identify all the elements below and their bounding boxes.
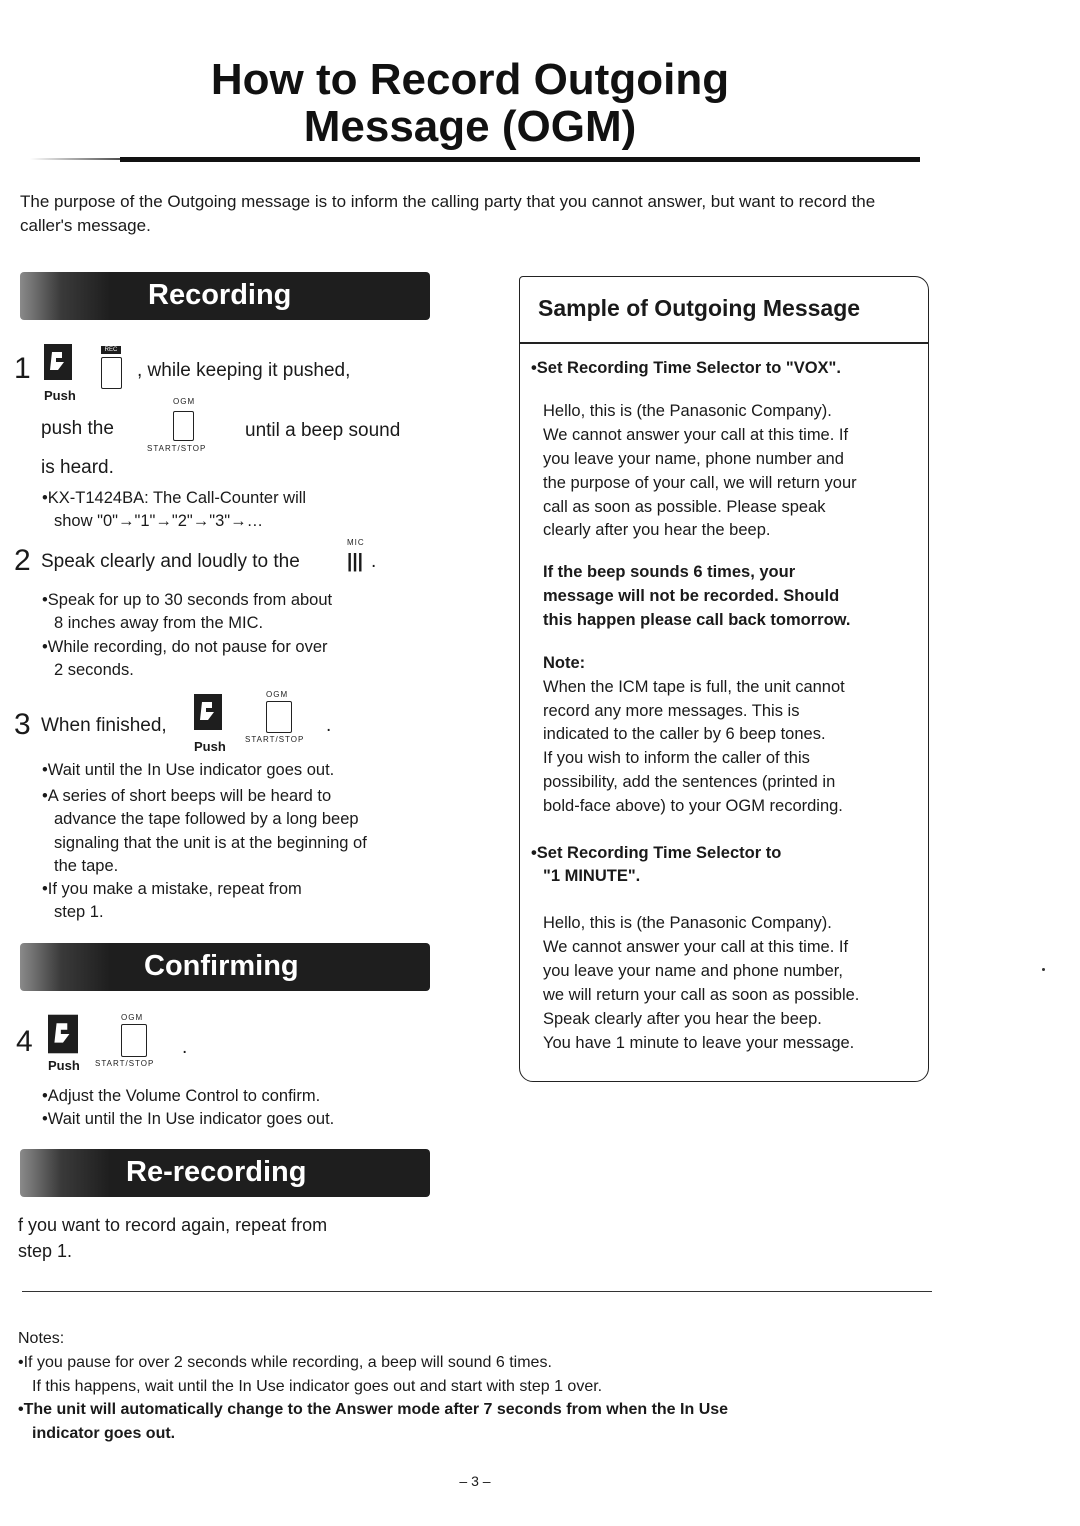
push-label: Push [44, 388, 76, 403]
bullet-item: •Speak for up to 30 seconds from about [42, 591, 333, 609]
push-button-icon [44, 344, 72, 380]
warning-line: this happen please call back tomorrow. [543, 611, 851, 629]
note-item-bold-cont: indicator goes out. [32, 1425, 176, 1442]
ogm-label: OGM [121, 1013, 144, 1022]
rerecording-text-line1: f you want to record again, repeat from [18, 1215, 328, 1235]
push-button-icon [48, 1014, 78, 1054]
page-number: – 3 – [459, 1473, 491, 1489]
note-item-bold: •The unit will automatically change to the Answer mode after 7 seconds from when the In Use [18, 1401, 729, 1418]
note-text-line: record any more messages. This is [543, 702, 800, 720]
push-label: Push [194, 739, 226, 754]
warning-line: If the beep sounds 6 times, your [543, 563, 796, 581]
note-text-line: possibility, add the sentences (printed in [543, 773, 836, 791]
bullet-continuation: step 1. [54, 903, 104, 921]
bullet-item: •KX-T1424BA: The Call-Counter will [42, 489, 307, 507]
vox-text-line: call as soon as possible. Please speak [543, 498, 826, 516]
title-rule-fade [30, 158, 125, 160]
rerecording-heading: Re-recording [126, 1156, 307, 1188]
step1-text-part2b: until a beep sound [245, 420, 401, 441]
mic-label: MIC [347, 538, 365, 547]
intro-paragraph: The purpose of the Outgoing message is to inform the calling party that you cannot answer, but want to record the caller's message. [20, 192, 876, 235]
minute-text-line: Hello, this is (the Panasonic Company). [543, 914, 832, 932]
confirming-banner [20, 943, 430, 991]
bullet-item: •While recording, do not pause for over [42, 638, 328, 656]
recording-heading: Recording [148, 279, 292, 311]
bullet-continuation: show "0"→"1"→"2"→"3"→… [54, 512, 264, 530]
bullet-item: •If you make a mistake, repeat from [42, 880, 302, 898]
title-rule [120, 157, 920, 162]
note-item: •If you pause for over 2 seconds while recording, a beep will sound 6 times. [18, 1354, 552, 1371]
vox-text-line: you leave your name, phone number and [543, 450, 844, 468]
notes-heading: Notes: [18, 1330, 65, 1347]
minute-text-line: we will return your call as soon as possible. [543, 986, 860, 1004]
step3-text: When finished, [41, 715, 167, 736]
note-item-cont: If this happens, wait until the In Use indicator goes out and start with step 1 over. [32, 1378, 603, 1395]
rerecording-banner [20, 1149, 430, 1197]
step3-number: 3 [14, 708, 31, 741]
bullet-continuation: 2 seconds. [54, 661, 134, 679]
ogm-button-icon [266, 701, 292, 733]
rec-label: REC [101, 346, 121, 354]
step4-number: 4 [16, 1025, 33, 1058]
step1-text-part1: , while keeping it pushed, [137, 360, 351, 381]
ogm-label: OGM [266, 690, 289, 699]
warning-line: message will not be recorded. Should [543, 587, 840, 605]
ogm-button-icon [173, 411, 194, 441]
minute-text-line: We cannot answer your call at this time. If [543, 938, 849, 956]
bullet-item: •Wait until the In Use indicator goes out. [42, 1110, 335, 1128]
period: . [326, 715, 332, 736]
period: . [371, 551, 377, 572]
bullet-item: •A series of short beeps will be heard to [42, 787, 332, 805]
notes-rule [22, 1291, 932, 1292]
minute-text-line: You have 1 minute to leave your message. [543, 1034, 855, 1052]
bullet-item: •Adjust the Volume Control to confirm. [42, 1087, 321, 1105]
vox-text-line: Hello, this is (the Panasonic Company). [543, 402, 832, 420]
push-button-icon [194, 694, 222, 730]
bullet-continuation: signaling that the unit is at the beginning of [54, 834, 367, 852]
start-stop-label: START/STOP [95, 1059, 155, 1068]
bullet-continuation: 8 inches away from the MIC. [54, 614, 264, 632]
mic-icon: ||| [347, 551, 363, 572]
minute-text-line: Speak clearly after you hear the beep. [543, 1010, 822, 1028]
recording-banner [20, 272, 430, 320]
scan-speck [1042, 968, 1045, 971]
ogm-button-icon [121, 1024, 147, 1057]
rerecording-text-line2: step 1. [18, 1241, 73, 1261]
sample-title: Sample of Outgoing Message [538, 295, 861, 321]
ogm-label: OGM [173, 397, 196, 406]
sample-title-rule [519, 342, 929, 344]
start-stop-label: START/STOP [245, 735, 305, 744]
note-text-line: bold-face above) to your OGM recording. [543, 797, 843, 815]
page-title-line2: Message (OGM) [303, 102, 637, 151]
period: . [182, 1037, 188, 1058]
note-text-line: If you wish to inform the caller of this [543, 749, 810, 767]
step1-text-part3: is heard. [41, 457, 114, 478]
start-stop-label: START/STOP [147, 444, 207, 453]
minute-heading: •Set Recording Time Selector to [531, 844, 782, 862]
note-text-line: indicated to the caller by 6 beep tones. [543, 725, 826, 743]
push-label: Push [48, 1058, 80, 1073]
minute-heading-cont: "1 MINUTE". [543, 867, 641, 885]
step1-text-part2a: push the [41, 418, 114, 439]
bullet-item: •Wait until the In Use indicator goes out. [42, 761, 335, 779]
step2-number: 2 [14, 544, 31, 577]
step1-number: 1 [14, 352, 31, 385]
note-text-line: When the ICM tape is full, the unit cannot [543, 678, 845, 696]
step2-text: Speak clearly and loudly to the [41, 551, 300, 572]
vox-text-line: clearly after you hear the beep. [543, 521, 771, 539]
bullet-continuation: the tape. [54, 857, 119, 875]
bullet-continuation: advance the tape followed by a long beep [54, 810, 359, 828]
vox-heading: •Set Recording Time Selector to "VOX". [531, 359, 841, 377]
note-label: Note: [543, 654, 586, 672]
vox-text-line: the purpose of your call, we will return your [543, 474, 857, 492]
page-title-line1: How to Record Outgoing [210, 55, 730, 104]
confirming-heading: Confirming [144, 950, 299, 982]
vox-text-line: We cannot answer your call at this time. If [543, 426, 849, 444]
rec-button-icon [101, 357, 122, 389]
minute-text-line: you leave your name and phone number, [543, 962, 843, 980]
